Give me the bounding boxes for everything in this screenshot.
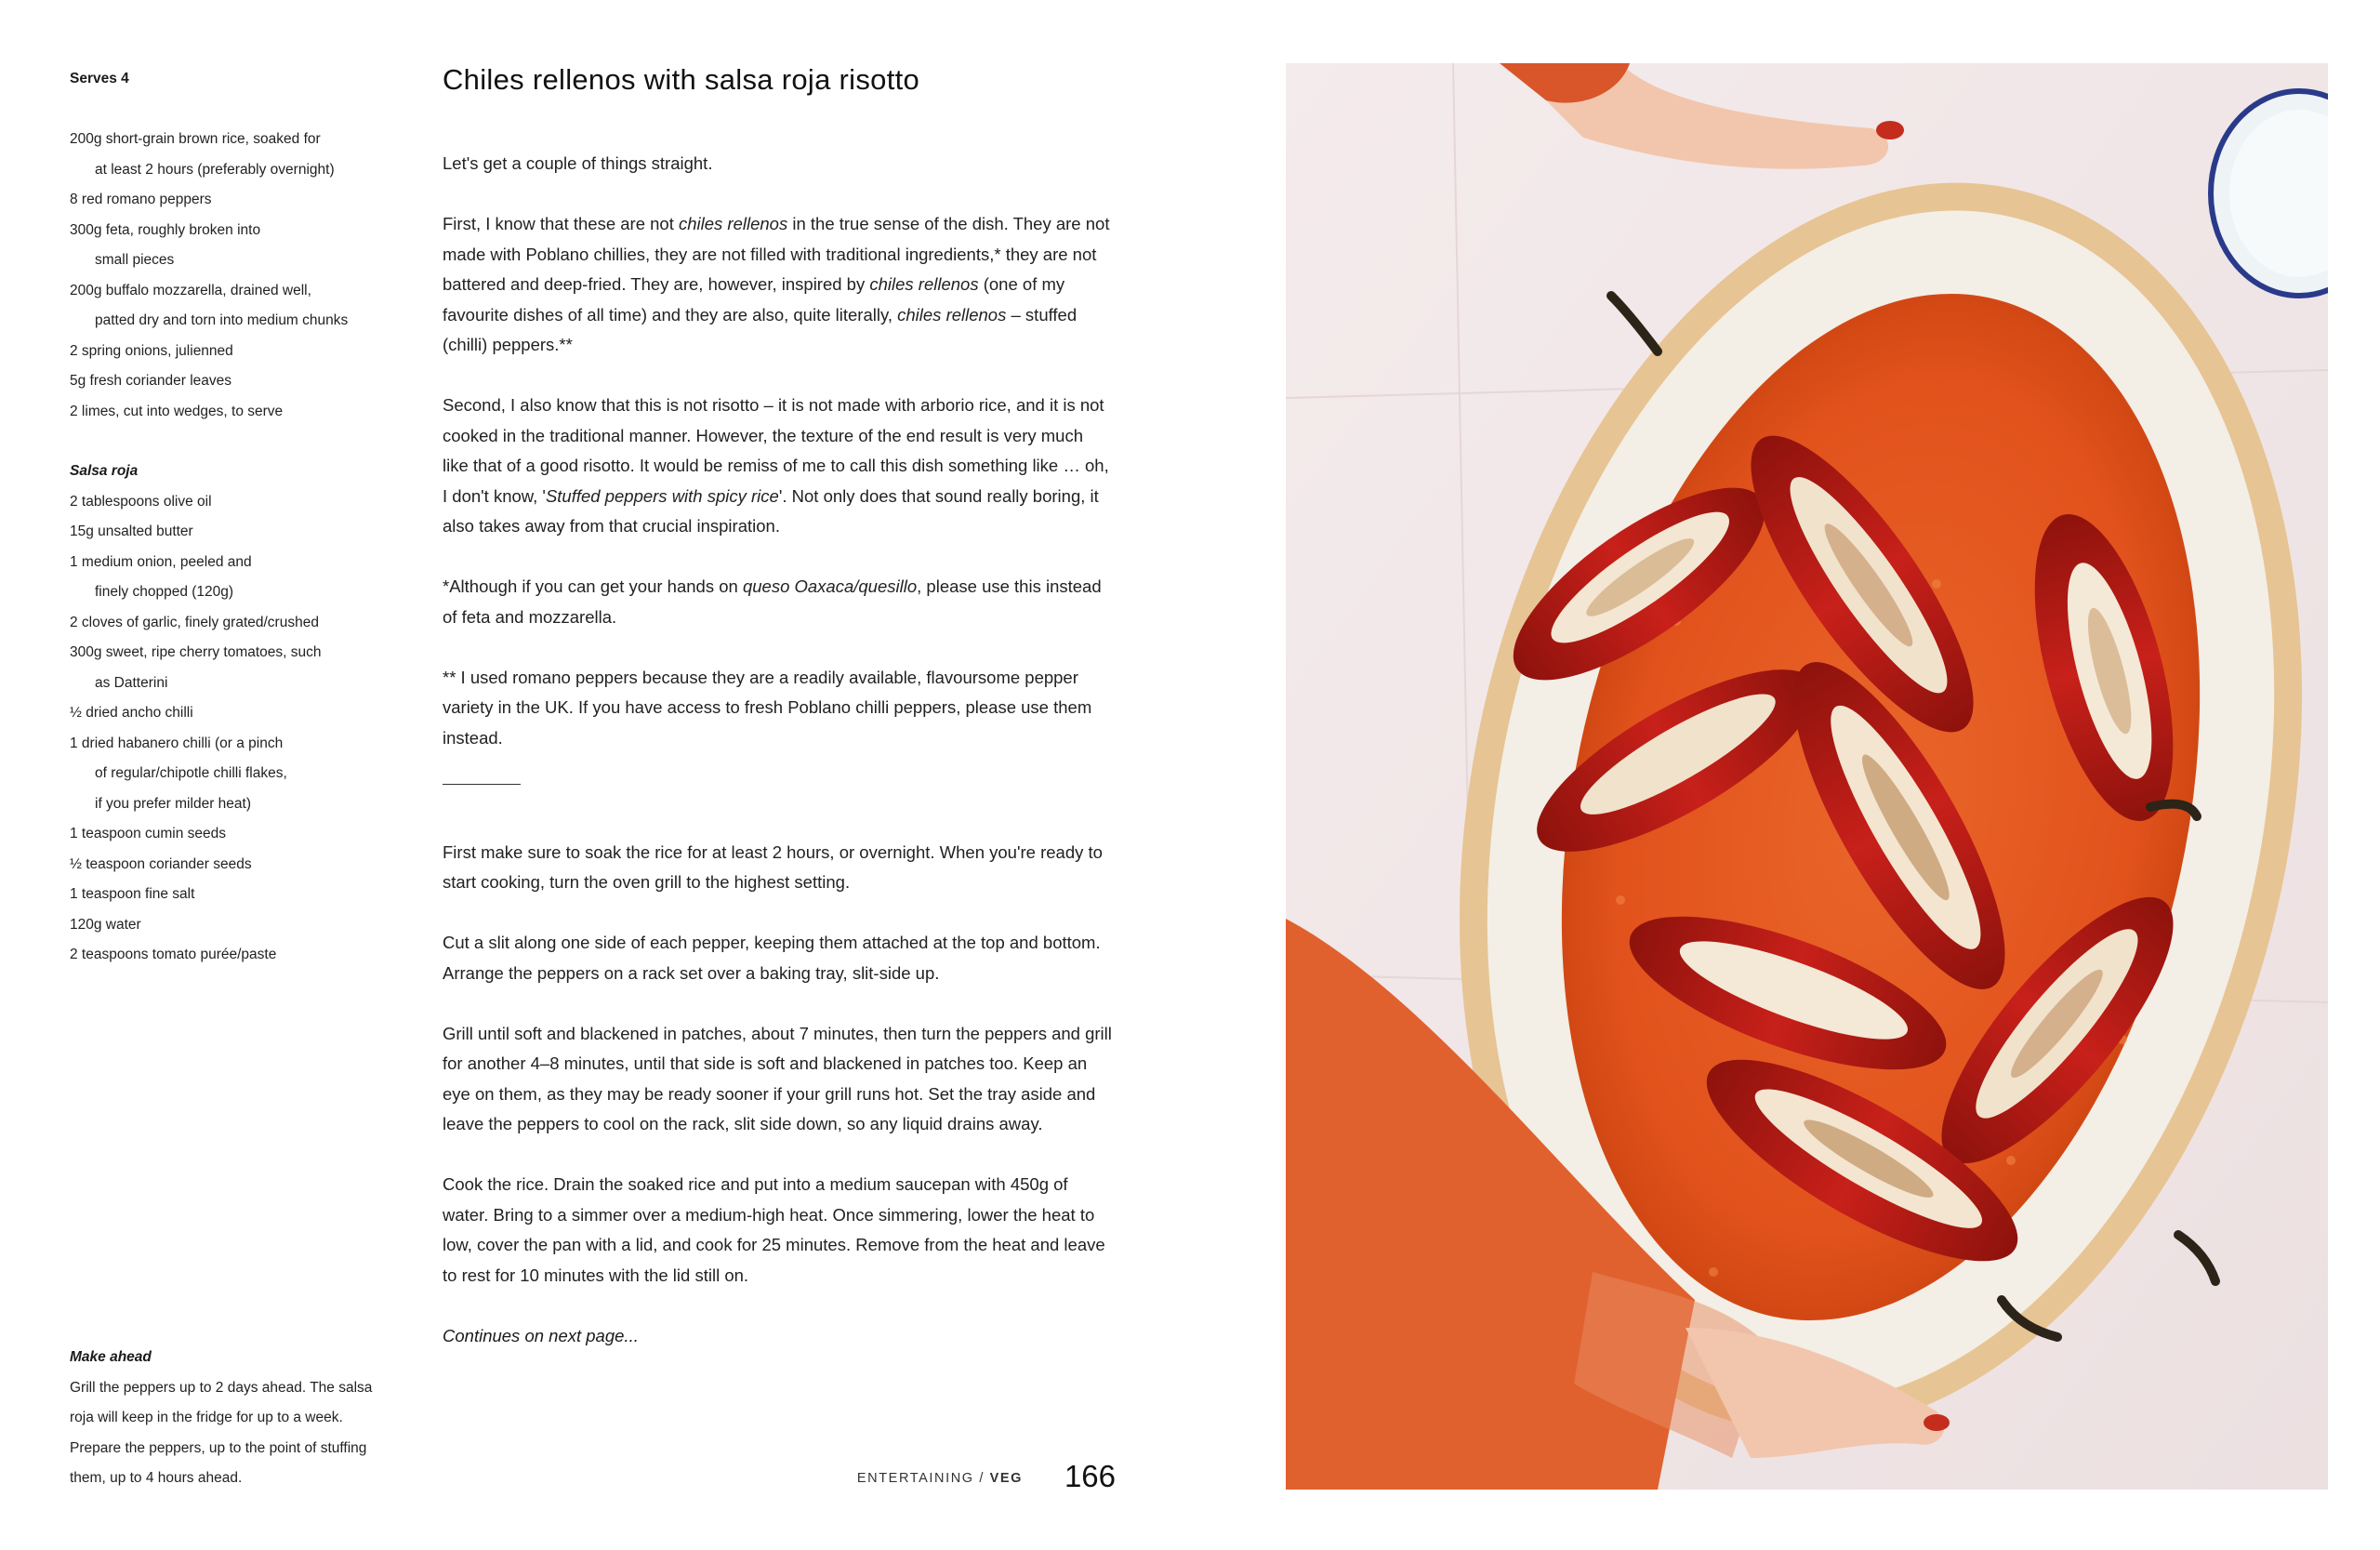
ingredient-item: 2 tablespoons olive oil: [70, 493, 212, 510]
ingredient-item: 200g short-grain brown rice, soaked for at least 2 hours (preferably overnight): [70, 131, 335, 178]
serves-label: Serves 4: [70, 71, 129, 86]
make-ahead-note: [70, 1343, 386, 1494]
ingredient-item: if you prefer milder heat): [95, 795, 251, 812]
dish-photo: [1286, 63, 2328, 1490]
ingredient-item: 200g buffalo mozzarella, drained well, patted dry and torn into medium chunks: [70, 282, 349, 328]
page-number: 166: [1064, 1459, 1116, 1493]
method-step: Cook the rice. Drain the soaked rice and put into a medium saucepan with 450g of water. Bring to a simmer over a medium-high heat. Once simmering, lower the heat to low, cover the pan with a lid, and cook for 25 minutes. Remove from the heat and leave to rest for 10 minutes with the lid still on.: [443, 1174, 1105, 1285]
recipe-title: Chiles rellenos with salsa roja risotto: [443, 63, 920, 96]
page-footer: [846, 1459, 1116, 1496]
intro-paragraph: Second, I also know that this is not risotto – it is not made with arborio rice, and it is not cooked in the traditional manner. However, the texture of the end result is very much like that of a good risotto. It would be remiss of me to call this dish something like … oh, I don't know, 'Stuffed peppers with spicy rice'. Not only does that sound really boring, it also takes away from that crucial inspiration.: [443, 395, 1109, 536]
dish-photo-illustration: [1286, 63, 2328, 1490]
ingredient-item: 2 cloves of garlic, finely grated/crushed: [70, 614, 319, 630]
ingredient-item: 1 dried habanero chilli (or a pinch of regular/chipotle chilli flakes,: [70, 735, 287, 781]
method-step: Cut a slit along one side of each pepper, keeping them attached at the top and bottom. Arrange the peppers on a rack set over a baking tray, slit-side up.: [443, 933, 1101, 983]
method-step: First make sure to soak the rice for at least 2 hours, or overnight. When you're ready to start cooking, turn the oven grill to the highest setting.: [443, 841, 1103, 892]
ingredient-item: 300g sweet, ripe cherry tomatoes, such as Datterini: [70, 644, 322, 691]
ingredient-item: 5g fresh coriander leaves: [70, 373, 232, 389]
section-label: ENTERTAINING / VEG: [856, 1471, 1023, 1486]
make-ahead-text: Grill the peppers up to 2 days ahead. The salsa roja will keep in the fridge for up to a week. Prepare the peppers, up to the point of stuffing them, up to 4 hours ahead.: [70, 1379, 373, 1486]
footnote-paragraph: ** I used romano peppers because they are a readily available, flavoursome pepper variety in the UK. If you have access to fresh Poblano chilli peppers, please use them instead.: [443, 667, 1092, 748]
ingredient-item: 1 teaspoon fine salt: [70, 886, 195, 902]
continues-note: Continues on next page...: [443, 1325, 639, 1345]
method-column: [443, 63, 1112, 1351]
ingredient-item: 1 medium onion, peeled and finely chopped (120g): [70, 553, 252, 600]
method-steps: [443, 838, 1112, 1292]
intro-paragraph: First, I know that these are not chiles rellenos in the true sense of the dish. They are not made with Poblano chillies, they are not filled with traditional ingredients,* they are not battered and deep-fried. They are, however, inspired by chiles rellenos (one of my favourite dishes of all time) and they are also, quite literally, chiles rellenos – stuffed (chilli) peppers.**: [443, 214, 1110, 354]
ingredient-item: 2 teaspoons tomato purée/paste: [70, 947, 277, 962]
intro-paragraph: Let's get a couple of things straight.: [443, 153, 713, 173]
method-step: Grill until soft and blackened in patches, about 7 minutes, then turn the peppers and grill for another 4–8 minutes, until that side is soft and blackened in patches too. Keep an eye on them, as they may be ready sooner if your grill runs hot. Set the tray aside and leave the peppers to cool on the rack, slit side down, so any liquid drains away.: [443, 1023, 1112, 1133]
section-divider: [443, 784, 521, 785]
ingredient-item: 15g unsalted butter: [70, 523, 193, 539]
ingredients-column: [70, 71, 386, 971]
ingredient-item: 2 limes, cut into wedges, to serve: [70, 403, 284, 419]
ingredient-item: 1 teaspoon cumin seeds: [70, 826, 227, 841]
ingredient-item: 120g water: [70, 916, 141, 933]
make-ahead-heading: Make ahead: [70, 1349, 152, 1365]
ingredient-item: ½ teaspoon coriander seeds: [70, 855, 252, 872]
ingredient-item: 300g feta, roughly broken into small pieces: [70, 221, 261, 268]
salsa-roja-heading: Salsa roja: [70, 463, 139, 479]
ingredient-item: ½ dried ancho chilli: [70, 705, 193, 721]
ingredient-item: 8 red romano peppers: [70, 192, 212, 207]
ingredient-item: 2 spring onions, julienned: [70, 342, 233, 359]
ingredient-list: [70, 125, 386, 427]
salsa-roja-list: [70, 487, 386, 971]
footnote-paragraph: *Although if you can get your hands on queso Oaxaca/quesillo, please use this instead of feta and mozzarella.: [443, 576, 1102, 627]
